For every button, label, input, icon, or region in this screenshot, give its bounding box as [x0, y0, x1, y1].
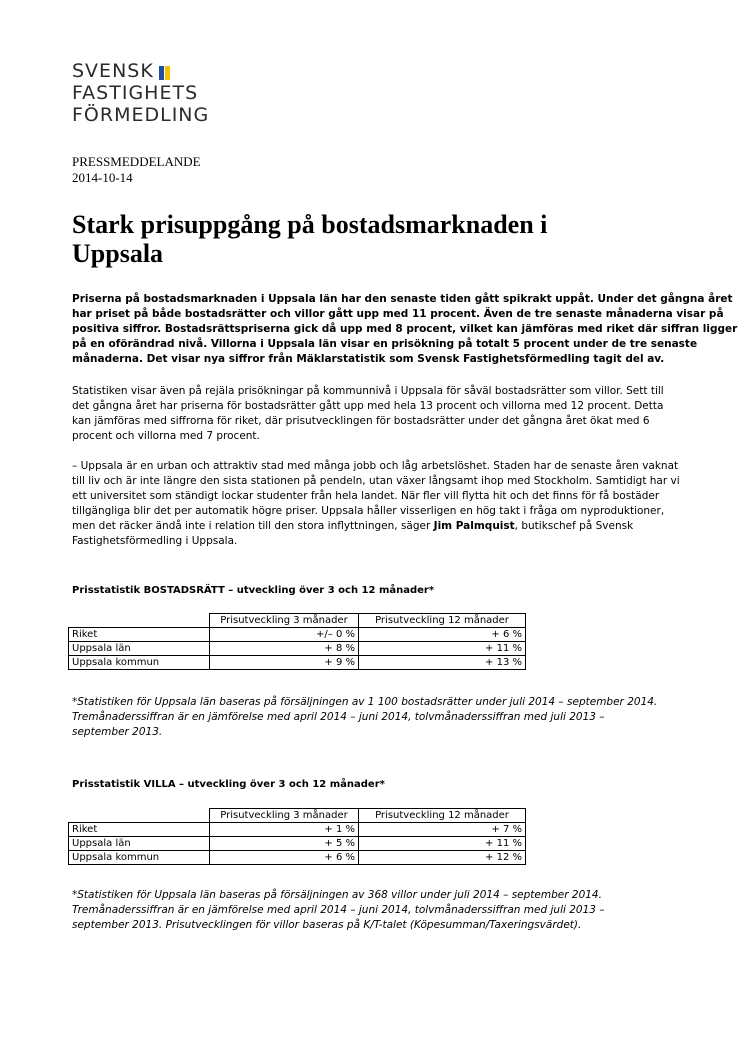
column-header: Prisutveckling 3 månader — [210, 809, 359, 823]
company-logo — [72, 60, 209, 126]
lead-line: månaderna. Det visar nya siffror från Mäklarstatistik som Svensk Fastighetsförmedling tagit del av. — [72, 353, 665, 365]
table-cell: + 11 % — [359, 837, 526, 851]
paragraph-line: Statistiken visar även på rejäla prisökningar på kommunnivå i Uppsala för såväl bostadsrätter som villor. Sett till — [72, 385, 664, 397]
footnote-line: september 2013. Prisutvecklingen för villor baseras på K/T-talet (Köpesumman/Taxeringsvärdet). — [72, 919, 582, 931]
table-row — [69, 642, 526, 656]
lead-paragraph — [72, 292, 738, 367]
press-release-header — [72, 154, 201, 186]
bostadsratt-footnote — [72, 695, 672, 740]
villa-footnote — [72, 888, 672, 933]
table-cell: + 1 % — [210, 823, 359, 837]
lead-line: positiva siffror. Bostadsrättspriserna gick då upp med 8 procent, vilket kan jämföras med riket där siffran ligger — [72, 323, 738, 335]
footnote-line: september 2013. — [72, 726, 163, 738]
bostadsratt-price-table — [68, 613, 526, 670]
table-cell: + 7 % — [359, 823, 526, 837]
swedish-flag-icon — [159, 63, 171, 77]
paragraph-line: kan jämföras med siffrorna för riket, där prisutvecklingen för bostadsrätter under det gångna året ökat med 6 — [72, 415, 650, 427]
row-label: Uppsala län — [69, 837, 210, 851]
speaker-name: Jim Palmquist — [433, 520, 515, 532]
table-cell: + 8 % — [210, 642, 359, 656]
row-label: Riket — [69, 823, 210, 837]
table-header-row — [69, 614, 526, 628]
column-header: Prisutveckling 12 månader — [359, 809, 526, 823]
lead-line: har priset på både bostadsrätter och villor gått upp med 11 procent. Även de tre senaste månaderna visar på — [72, 308, 724, 320]
table-cell: + 6 % — [210, 851, 359, 865]
table-row — [69, 851, 526, 865]
quote-paragraph — [72, 459, 680, 549]
row-label: Uppsala kommun — [69, 656, 210, 670]
footnote-line: Tremånaderssiffran är en jämförelse med april 2014 – juni 2014, tolvmånaderssiffran med juli 2013 – — [72, 711, 605, 723]
footnote-line: *Statistiken för Uppsala län baseras på försäljningen av 1 100 bostadsrätter under juli 2014 – september 2014. — [72, 696, 658, 708]
row-label: Uppsala län — [69, 642, 210, 656]
table-cell — [69, 809, 210, 823]
table-header-row — [69, 809, 526, 823]
bostadsratt-table-title: Prisstatistik BOSTADSRÄTT – utveckling över 3 och 12 månader* — [72, 585, 435, 596]
villa-table-title: Prisstatistik VILLA – utveckling över 3 och 12 månader* — [72, 779, 385, 790]
release-date: 2014-10-14 — [72, 170, 133, 185]
quote-line: Fastighetsförmedling i Uppsala. — [72, 535, 238, 547]
quote-line: – Uppsala är en urban och attraktiv stad med många jobb och låg arbetslöshet. Staden har de senaste åren vaknat — [72, 460, 679, 472]
table-row — [69, 837, 526, 851]
villa-price-table — [68, 808, 526, 865]
logo-line-3: FÖRMEDLING — [72, 104, 210, 126]
logo-line-1: SVENSK — [72, 60, 209, 82]
table-cell: + 12 % — [359, 851, 526, 865]
table-row — [69, 628, 526, 642]
quote-line: tillgängliga blir det per automatik högre priser. Uppsala håller visserligen en hög takt i fråga om nyproduktioner, — [72, 505, 665, 517]
table-row — [69, 656, 526, 670]
document-type-label: PRESSMEDDELANDE — [72, 154, 201, 169]
table-cell: + 11 % — [359, 642, 526, 656]
page-title: Stark prisuppgång på bostadsmarknaden i Uppsala — [72, 210, 548, 268]
paragraph-line: procent och villorna med 7 procent. — [72, 430, 260, 442]
column-header: Prisutveckling 3 månader — [210, 614, 359, 628]
paragraph-line: det gångna året har priserna för bostadsrätter gått upp med hela 13 procent och villorna med 12 procent. Detta — [72, 400, 664, 412]
lead-line: på en oförändrad nivå. Villorna i Uppsala län visar en prisökning på totalt 5 procent under de tre senaste — [72, 338, 698, 350]
table-cell — [69, 614, 210, 628]
table-cell: + 13 % — [359, 656, 526, 670]
table-row — [69, 823, 526, 837]
row-label: Riket — [69, 628, 210, 642]
lead-line: Priserna på bostadsmarknaden i Uppsala län har den senaste tiden gått spikrakt uppåt. Under det gångna året — [72, 293, 733, 305]
table-cell: + 9 % — [210, 656, 359, 670]
quote-line: men det räcker ändå inte i relation till den stora inflyttningen, säger Jim Palmquist, butikschef på Svensk — [72, 520, 634, 532]
quote-line: till liv och är inte längre den sista stationen på pendeln, utan växer långsamt ihop med Stockholm. Samtidigt har vi — [72, 475, 680, 487]
table-cell: + 6 % — [359, 628, 526, 642]
footnote-line: Tremånaderssiffran är en jämförelse med april 2014 – juni 2014, tolvmånaderssiffran med juli 2013 – — [72, 904, 605, 916]
table-cell: + 5 % — [210, 837, 359, 851]
row-label: Uppsala kommun — [69, 851, 210, 865]
footnote-line: *Statistiken för Uppsala län baseras på försäljningen av 368 villor under juli 2014 – september 2014. — [72, 889, 602, 901]
quote-line: ett universitet som ständigt lockar studenter från hela landet. När fler vill flytta hit och det finns för få bostäder — [72, 490, 660, 502]
statistics-paragraph — [72, 384, 672, 444]
logo-line-2: FASTIGHETS — [72, 82, 199, 104]
table-cell: +/– 0 % — [210, 628, 359, 642]
column-header: Prisutveckling 12 månader — [359, 614, 526, 628]
